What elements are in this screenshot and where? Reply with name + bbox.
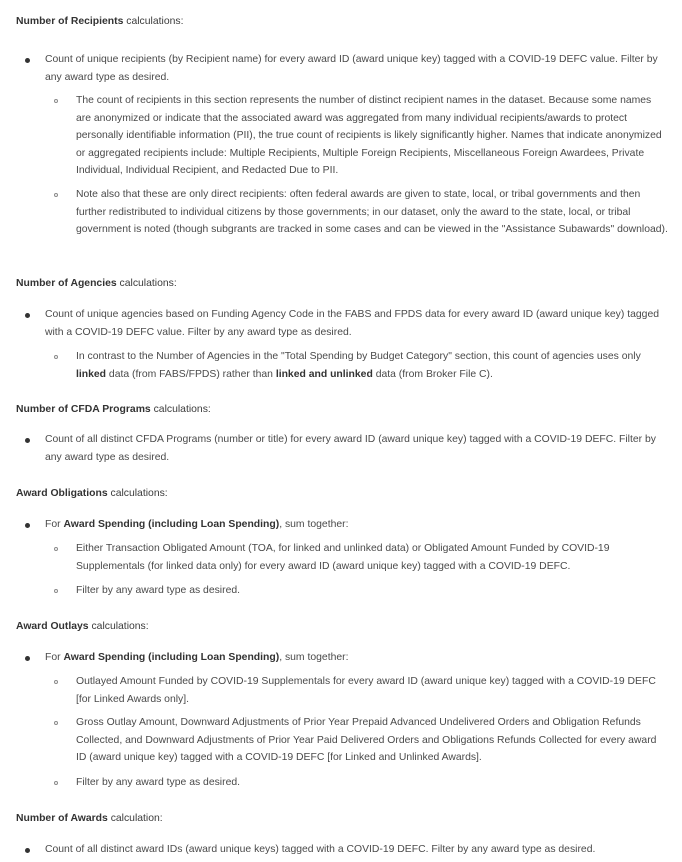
obligations-bullet: For Award Spending (including Loan Spending), sum together:: [45, 519, 349, 530]
outlays-filter-note: Filter by any award type as desired.: [76, 777, 241, 788]
bullet-circle: [54, 680, 58, 684]
obligations-filter-note: Filter by any award type as desired.: [76, 585, 241, 596]
agencies-bullet: Count of unique agencies based on Funding Agency Code in the FABS and FPDS data for every award ID (award unique key) tagged with a COVID-19 DEFC value. Filter by any award type as desired.: [45, 309, 660, 338]
recipients-anonymized-note: The count of recipients in this section represents the number of distinct recipient names in the dataset. Because some names are anonymized or indicate that the associated award was aggregated from many individual recipients/awards to protect personally identifiable information (PII), the true count of recipients is likely significantly higher. Names that indicate anonymized or aggregated recipients include: Multiple Recipients, Multiple Foreign Recipients, Miscellaneous Foreign Awardees, Private Individual, Individual Recipient, and Redacted Due to PII.: [76, 95, 662, 177]
bullet-dot: [25, 523, 30, 528]
bullet-dot: [25, 438, 30, 443]
recipients-bullet: Count of unique recipients (by Recipient name) for every award ID (award unique key) tagged with a COVID-19 DEFC value. Filter by any award type as desired.: [45, 54, 658, 83]
outlays-gross-note: Gross Outlay Amount, Downward Adjustments of Prior Year Prepaid Advanced Undelivered Orders and Obligation Refunds Collected, and Downward Adjustments of Prior Year Paid Delivered Orders and Obligations Refunds Collected for every award ID (award unique key) tagged with a COVID-19 DEFC [for Linked and Unlinked Awards].: [76, 717, 657, 764]
bullet-circle: [54, 781, 58, 785]
bullet-circle: [54, 99, 58, 103]
bullet-circle: [54, 547, 58, 551]
bullet-circle: [54, 721, 58, 725]
agencies-heading: Number of Agencies calculations:: [16, 278, 177, 289]
outlays-bullet: For Award Spending (including Loan Spending), sum together:: [45, 652, 349, 663]
awards-heading: Number of Awards calculation:: [16, 813, 163, 824]
cfda-bullet: Count of all distinct CFDA Programs (number or title) for every award ID (award unique key) tagged with a COVID-19 DEFC. Filter by any award type as desired.: [45, 434, 656, 463]
bullet-circle: [54, 193, 58, 197]
bullet-dot: [25, 848, 30, 853]
recipients-heading: Number of Recipients calculations:: [16, 16, 184, 27]
obligations-toa-note: Either Transaction Obligated Amount (TOA, for linked and unlinked data) or Obligated Amount Funded by COVID-19 Supplementals (for linked data only) for every award ID (award unique key) tagged with a COVID-19 DEFC.: [76, 543, 610, 572]
outlays-heading: Award Outlays calculations:: [16, 621, 149, 632]
outlays-supplementals-note: Outlayed Amount Funded by COVID-19 Supplementals for every award ID (award unique key) tagged with a COVID-19 DEFC [for Linked Awards only].: [76, 676, 656, 705]
awards-bullet: Count of all distinct award IDs (award unique keys) tagged with a COVID-19 DEFC. Filter by any award type as desired.: [45, 844, 596, 855]
agencies-contrast-note: In contrast to the Number of Agencies in the "Total Spending by Budget Category" section, this count of agencies uses only linked data (from FABS/FPDS) rather than linked and unlinked data (from Broker File C).: [76, 351, 641, 380]
cfda-heading: Number of CFDA Programs calculations:: [16, 404, 211, 415]
bullet-dot: [25, 313, 30, 318]
bullet-circle: [54, 589, 58, 593]
bullet-dot: [25, 58, 30, 63]
bullet-circle: [54, 355, 58, 359]
obligations-heading: Award Obligations calculations:: [16, 488, 168, 499]
recipients-direct-note: Note also that these are only direct recipients: often federal awards are given to state, local, or tribal governments and then further redistributed to individual citizens by those governments; in our dataset, only the award to the state, local, or tribal government is noted (though subgrants are tracked in some cases and can be viewed in the "Assistance Subawards" download).: [76, 189, 668, 236]
bullet-dot: [25, 656, 30, 661]
